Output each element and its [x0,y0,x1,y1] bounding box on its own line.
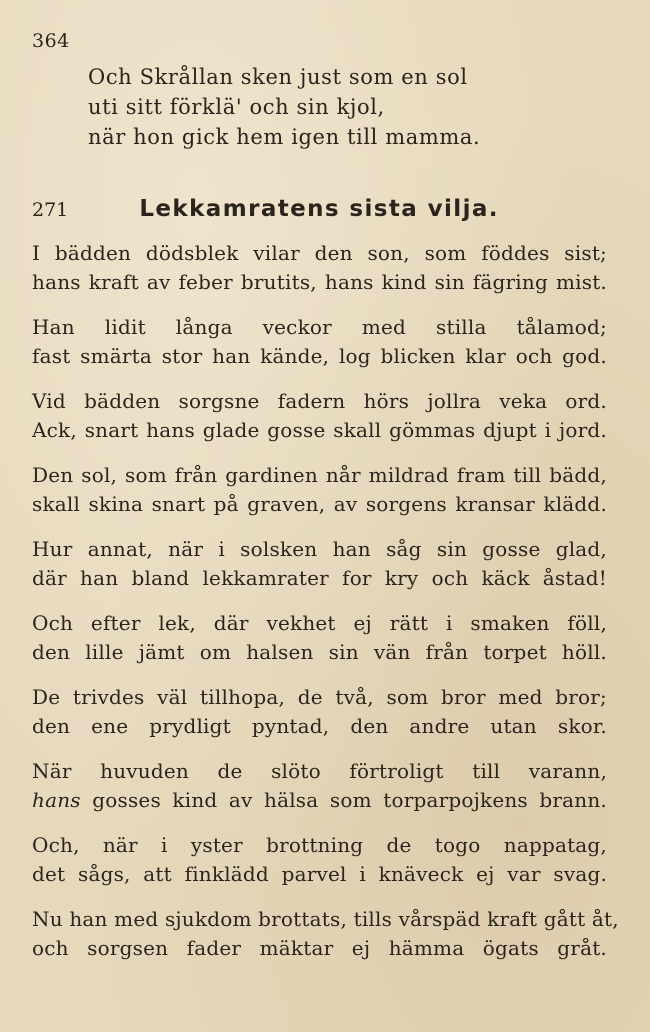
verse-line [32,786,607,815]
stanza [32,831,607,889]
italic-word: hans [32,788,81,812]
verse-line: Vid bädden sorgsne fadern hörs jollra veka ord. [32,389,607,413]
verse-line: Han lidit långa veckor med stilla tålamod; [32,315,607,339]
verse-line: och sorgsen fader mäktar ej hämma ögats gråt. [32,936,607,960]
stanza [32,535,607,593]
poem-number: 271 [32,199,69,221]
verse-line: Ack, snart hans glade gosse skall gömmas djupt i jord. [32,418,607,442]
verse-line: skall skina snart på graven, av sorgens kransar klädd. [32,492,607,516]
stanza [32,905,619,963]
stanza [32,757,607,815]
verse-line: den ene prydligt pyntad, den andre utan skor. [32,714,607,738]
verse-line-rest: gosses kind av hälsa som torparpojkens brann. [80,788,607,812]
verse-line: De trivdes väl tillhopa, de två, som bror med bror; [32,685,607,709]
previous-poem-ending [88,62,480,152]
verse-line: Den sol, som från gardinen når mildrad fram till bädd, [32,463,607,487]
verse-line: Hur annat, när i solsken han såg sin gosse glad, [32,537,607,561]
verse-line: När huvuden de slöto förtroligt till varann, [32,759,607,783]
poem-title: Lekkamratens sista vilja. [139,196,499,222]
stanza [32,239,607,297]
verse-line: Och efter lek, där vekhet ej rätt i smaken föll, [32,611,607,635]
stanza [32,387,607,445]
verse-line: hans kraft av feber brutits, hans kind sin fägring mist. [32,270,607,294]
poem-body [32,239,619,979]
verse-line: Och Skrållan sken just som en sol [88,65,468,89]
page-number: 364 [32,30,70,52]
verse-line: uti sitt förklä' och sin kjol, [88,95,385,119]
verse-line: det sågs, att finklädd parvel i knäveck ej var svag. [32,862,607,886]
stanza [32,609,607,667]
verse-line: Och, när i yster brottning de togo nappatag, [32,833,607,857]
poem-header [32,196,612,222]
verse-line: när hon gick hem igen till mamma. [88,125,481,149]
verse-line: I bädden dödsblek vilar den son, som föddes sist; [32,241,607,265]
stanza [32,313,607,371]
verse-line: den lille jämt om halsen sin vän från torpet höll. [32,640,607,664]
verse-line: där han bland lekkamrater for kry och käck åstad! [32,566,607,590]
stanza [32,461,607,519]
verse-line: fast smärta stor han kände, log blicken klar och god. [32,344,607,368]
stanza [32,683,607,741]
verse-line: Nu han med sjukdom brottats, tills vårspäd kraft gått åt, [32,907,619,931]
